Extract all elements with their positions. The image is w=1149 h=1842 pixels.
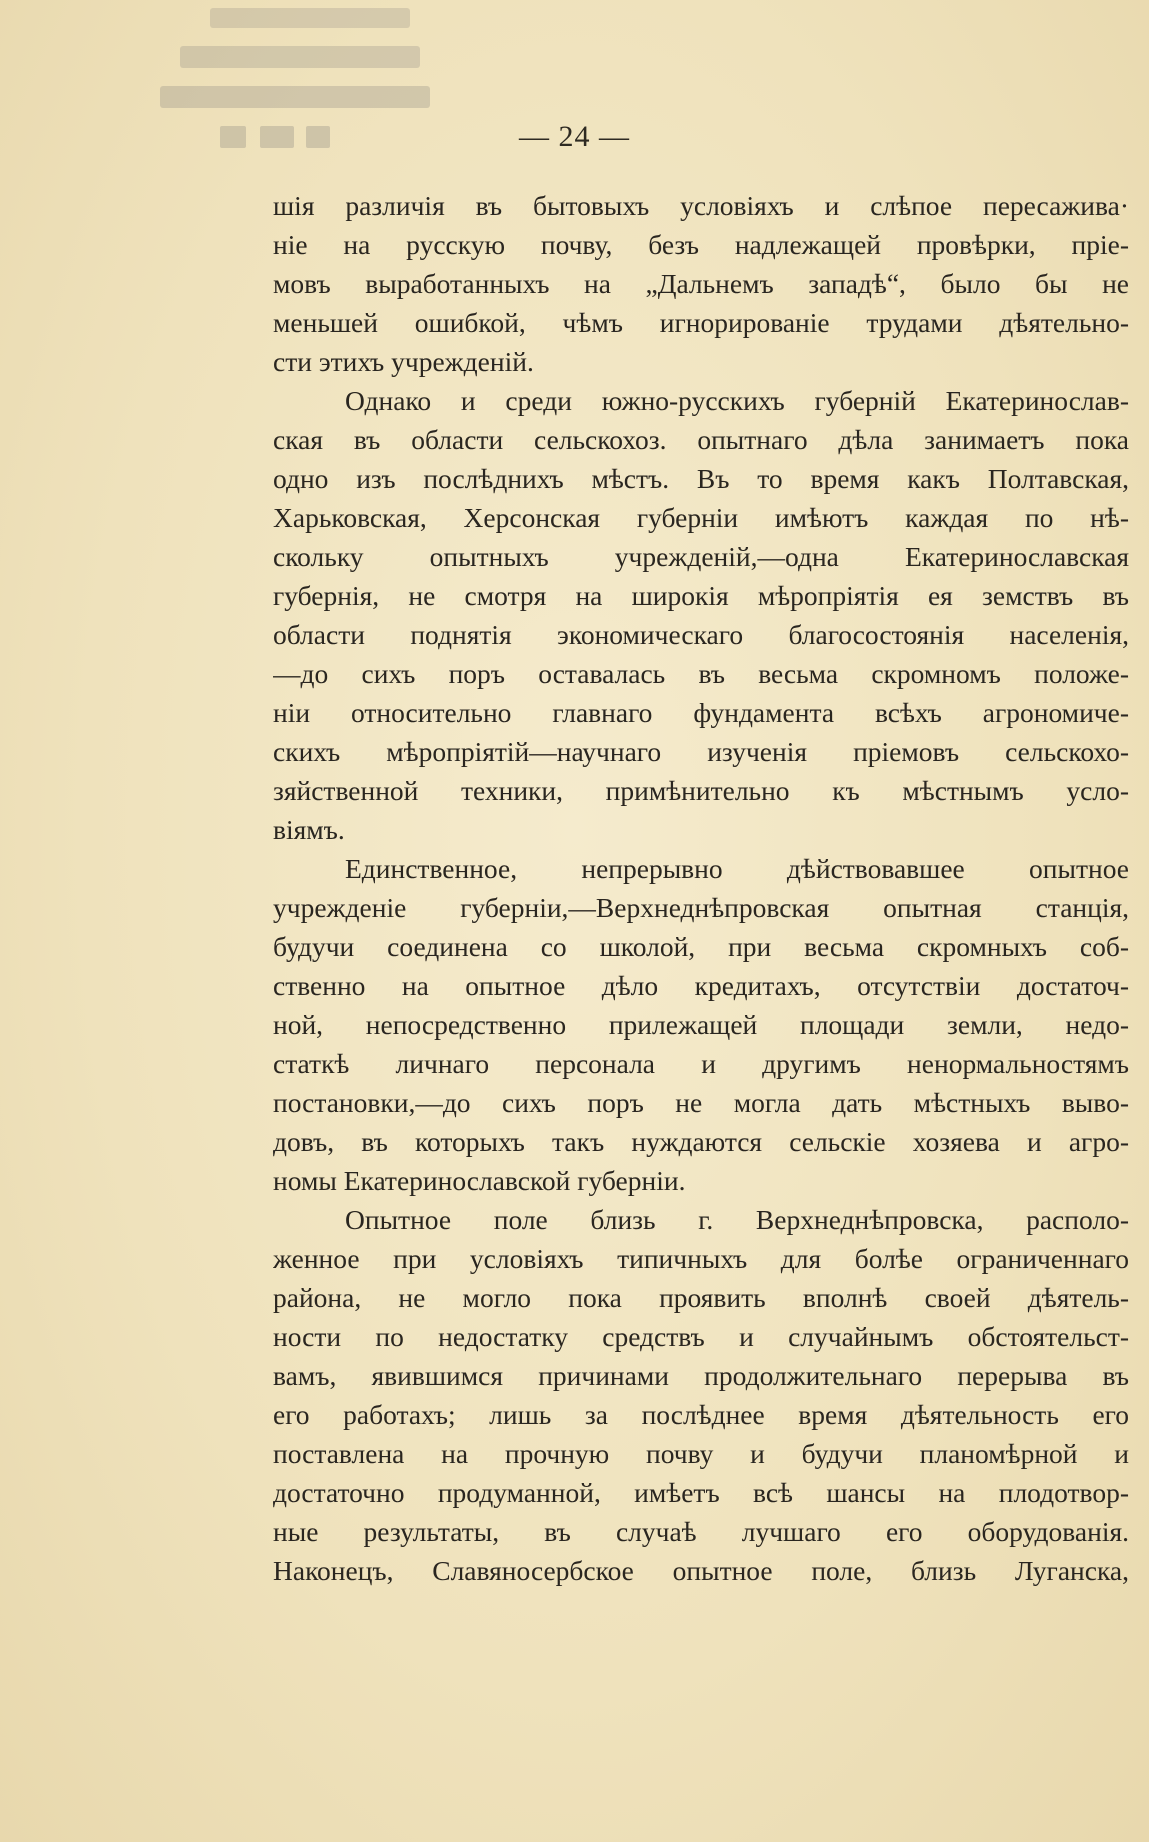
text-line: —до сихъ поръ оставалась въ весьма скромномъ положе- — [273, 658, 1129, 689]
text-line: ные результаты, въ случаѣ лучшаго его оборудованія. — [273, 1516, 1129, 1547]
paragraph — [273, 186, 1129, 381]
text-line: будучи соединена со школой, при весьма скромныхъ соб- — [273, 931, 1129, 962]
paragraph — [273, 1200, 1129, 1590]
page-number: — 24 — — [519, 120, 630, 153]
text-line: ственно на опытное дѣло кредитахъ, отсутствіи достаточ- — [273, 970, 1129, 1001]
text-line: меньшей ошибкой, чѣмъ игнорированіе трудами дѣятельно- — [273, 307, 1129, 338]
text-line: женное при условіяхъ типичныхъ для болѣе ограниченнаго — [273, 1243, 1129, 1274]
text-line: губернія, не смотря на широкія мѣропріятія ея земствъ въ — [273, 580, 1129, 611]
text-line: скихъ мѣропріятій—научнаго изученія пріемовъ сельскохо- — [273, 736, 1129, 767]
text-line: ности по недостатку средствъ и случайнымъ обстоятельст- — [273, 1321, 1129, 1352]
text-line: шія различія въ бытовыхъ условіяхъ и слѣпое пересажива· — [273, 190, 1129, 221]
text-line: района, не могло пока проявить вполнѣ своей дѣятель- — [273, 1282, 1129, 1313]
text-line: его работахъ; лишь за послѣднее время дѣятельность его — [273, 1399, 1129, 1430]
text-line: скольку опытныхъ учрежденій,—одна Екатеринославская — [273, 541, 1129, 572]
text-line: ская въ области сельскохоз. опытнаго дѣла занимаетъ пока — [273, 424, 1129, 455]
text-line: статкѣ личнаго персонала и другимъ ненормальностямъ — [273, 1048, 1129, 1079]
text-line: зяйственной техники, примѣнительно къ мѣстнымъ усло- — [273, 775, 1129, 806]
text-line: вамъ, явившимся причинами продолжительнаго перерыва въ — [273, 1360, 1129, 1391]
paragraph — [273, 849, 1129, 1200]
text-line: учрежденіе губерніи,—Верхнеднѣпровская опытная станція, — [273, 892, 1129, 923]
text-line: Наконецъ, Славяносербское опытное поле, близь Луганска, — [273, 1555, 1129, 1586]
text-line: номы Екатеринославской губерніи. — [273, 1165, 686, 1196]
text-line: мовъ выработанныхъ на „Дальнемъ западѣ“, было бы не — [273, 268, 1129, 299]
text-line: ной, непосредственно прилежащей площади земли, недо- — [273, 1009, 1129, 1040]
paragraph — [273, 381, 1129, 849]
text-line: ніи относительно главнаго фундамента всѣхъ агрономиче- — [273, 697, 1129, 728]
text-line: Единственное, непрерывно дѣйствовавшее опытное — [345, 853, 1129, 884]
text-line: области поднятія экономическаго благосостоянія населенія, — [273, 619, 1129, 650]
text-line: поставлена на прочную почву и будучи планомѣрной и — [273, 1438, 1129, 1469]
text-line: Однако и среди южно-русскихъ губерній Екатеринослав- — [345, 385, 1129, 416]
text-line: Харьковская, Херсонская губерніи имѣютъ каждая по нѣ- — [273, 502, 1129, 533]
body-text — [273, 186, 1129, 1590]
text-line: достаточно продуманной, имѣетъ всѣ шансы на плодотвор- — [273, 1477, 1129, 1508]
text-line: сти этихъ учрежденій. — [273, 346, 534, 377]
text-line: Опытное поле близь г. Верхнеднѣпровска, располо- — [345, 1204, 1129, 1235]
text-line: віямъ. — [273, 814, 345, 845]
text-line: ніе на русскую почву, безъ надлежащей провѣрки, пріе- — [273, 229, 1129, 260]
text-line: постановки,—до сихъ поръ не могла дать мѣстныхъ выво- — [273, 1087, 1129, 1118]
text-line: одно изъ послѣднихъ мѣстъ. Въ то время какъ Полтавская, — [273, 463, 1129, 494]
text-line: довъ, въ которыхъ такъ нуждаются сельскіе хозяева и агро- — [273, 1126, 1129, 1157]
